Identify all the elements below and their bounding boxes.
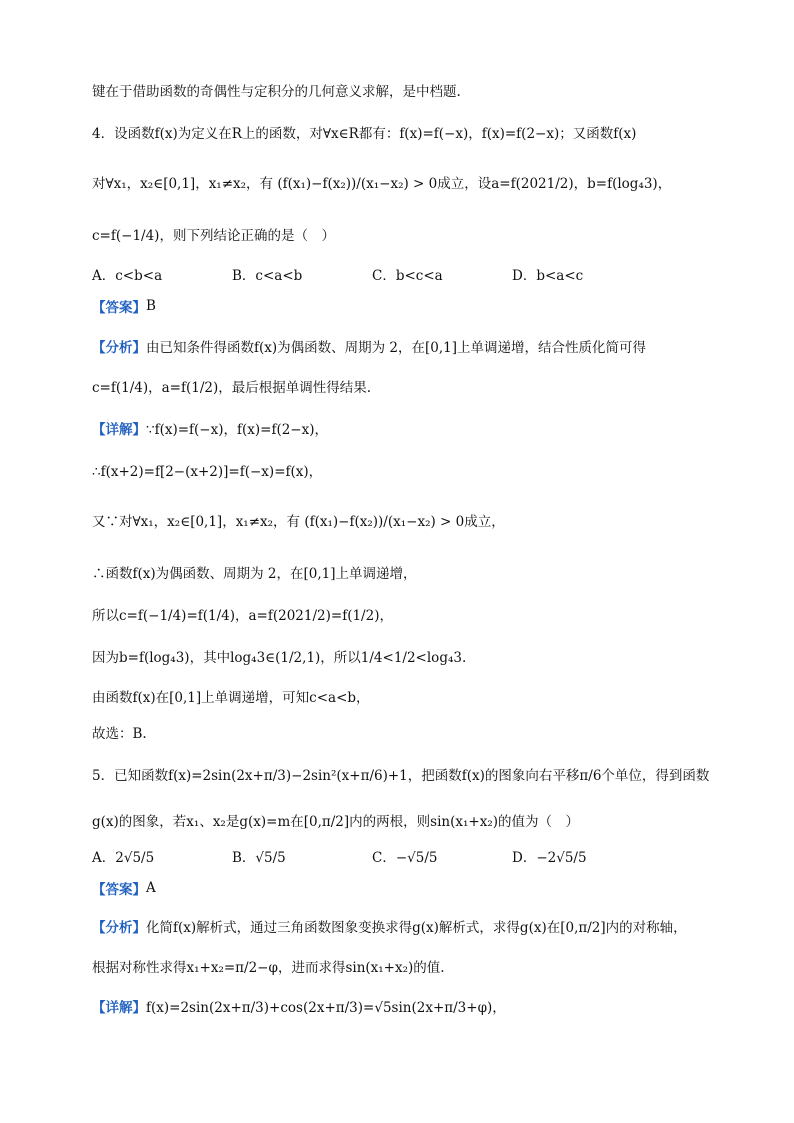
- detail-text: ∵f(x)=f(−x)，f(x)=f(2−x)，: [146, 422, 328, 438]
- q4-detail-line5: 所以c=f(−1/4)=f(1/4)，a=f(2021/2)=f(1/2)，: [92, 608, 393, 624]
- q5-analysis-line2: 根据对称性求得x₁+x₂=π/2−φ，进而求得sin(x₁+x₂)的值.: [92, 960, 445, 976]
- q5-option-c: C．−√5/5: [372, 850, 438, 866]
- q4-options: [92, 264, 732, 284]
- detail-label: 【详解】: [92, 1000, 146, 1016]
- q4-detail-line3: 又∵对∀x₁，x₂∈[0,1]，x₁≠x₂，有 (f(x₁)−f(x₂))/(x₁−x₂) > 0成立，: [92, 514, 505, 530]
- q5-answer: [92, 878, 156, 898]
- answer-value: A: [146, 880, 156, 896]
- analysis-text: 由已知条件得函数f(x)为偶函数、周期为 2，在[0,1]上单调递增，结合性质化简可得: [146, 340, 647, 356]
- analysis-label: 【分析】: [92, 920, 146, 936]
- analysis-text: 化简f(x)解析式，通过三角函数图象变换求得g(x)解析式，求得g(x)在[0,π/2]内的对称轴，: [146, 920, 687, 936]
- q4-detail-line6: 因为b=f(log₄3)，其中log₄3∈(1/2,1)，所以1/4<1/2<log₄3.: [92, 650, 467, 666]
- answer-label: 【答案】: [92, 882, 146, 898]
- analysis-label: 【分析】: [92, 340, 146, 356]
- q4-detail-line1: [92, 418, 328, 438]
- q4-option-c: C．b<c<a: [372, 268, 443, 284]
- q4-stem-line1: 4．设函数f(x)为定义在R上的函数，对∀x∈R都有：f(x)=f(−x)，f(x)=f(2−x)；又函数f(x): [92, 126, 637, 142]
- detail-label: 【详解】: [92, 422, 146, 438]
- intro-text: 键在于借助函数的奇偶性与定积分的几何意义求解，是中档题.: [92, 84, 461, 100]
- q4-answer: [92, 296, 156, 316]
- q5-option-b: B．√5/5: [232, 850, 286, 866]
- q4-detail-line7: 由函数f(x)在[0,1]上单调递增，可知c<a<b，: [92, 690, 370, 706]
- q5-stem-line2: g(x)的图象，若x₁、x₂是g(x)=m在[0,π/2]内的两根，则sin(x₁+x₂)的值为（ ）: [92, 814, 580, 830]
- q4-option-b: B．c<a<b: [232, 268, 303, 284]
- q4-stem-line3: c=f(−1/4)，则下列结论正确的是（ ）: [92, 228, 335, 244]
- q4-analysis-line1: [92, 336, 646, 356]
- q5-analysis-line1: [92, 916, 687, 936]
- q4-detail-line4: ∴函数f(x)为偶函数、周期为 2，在[0,1]上单调递增，: [92, 566, 417, 582]
- q4-option-d: D．b<a<c: [512, 268, 584, 284]
- q4-detail-line2: ∴f(x+2)=f[2−(x+2)]=f(−x)=f(x)，: [92, 464, 323, 480]
- q5-option-d: D．−2√5/5: [512, 850, 587, 866]
- q5-option-a: A．2√5/5: [92, 850, 155, 866]
- q5-stem-line1: 5．已知函数f(x)=2sin(2x+π/3)−2sin²(x+π/6)+1，把函数f(x)的图象向右平移π/6个单位，得到函数: [92, 768, 710, 784]
- detail-text: f(x)=2sin(2x+π/3)+cos(2x+π/3)=√5sin(2x+π/3+φ)，: [146, 1000, 506, 1016]
- q4-stem-line2: 对∀x₁，x₂∈[0,1]，x₁≠x₂，有 (f(x₁)−f(x₂))/(x₁−x₂) > 0成立，设a=f(2021/2)，b=f(log₄3)，: [92, 176, 672, 192]
- q5-detail-line1: [92, 996, 506, 1016]
- q4-option-a: A．c<b<a: [92, 268, 163, 284]
- q4-analysis-line2: c=f(1/4)，a=f(1/2)，最后根据单调性得结果.: [92, 380, 372, 396]
- q5-options: [92, 846, 732, 866]
- answer-value: B: [146, 298, 156, 314]
- q4-detail-line8: 故选：B.: [92, 726, 147, 742]
- answer-label: 【答案】: [92, 300, 146, 316]
